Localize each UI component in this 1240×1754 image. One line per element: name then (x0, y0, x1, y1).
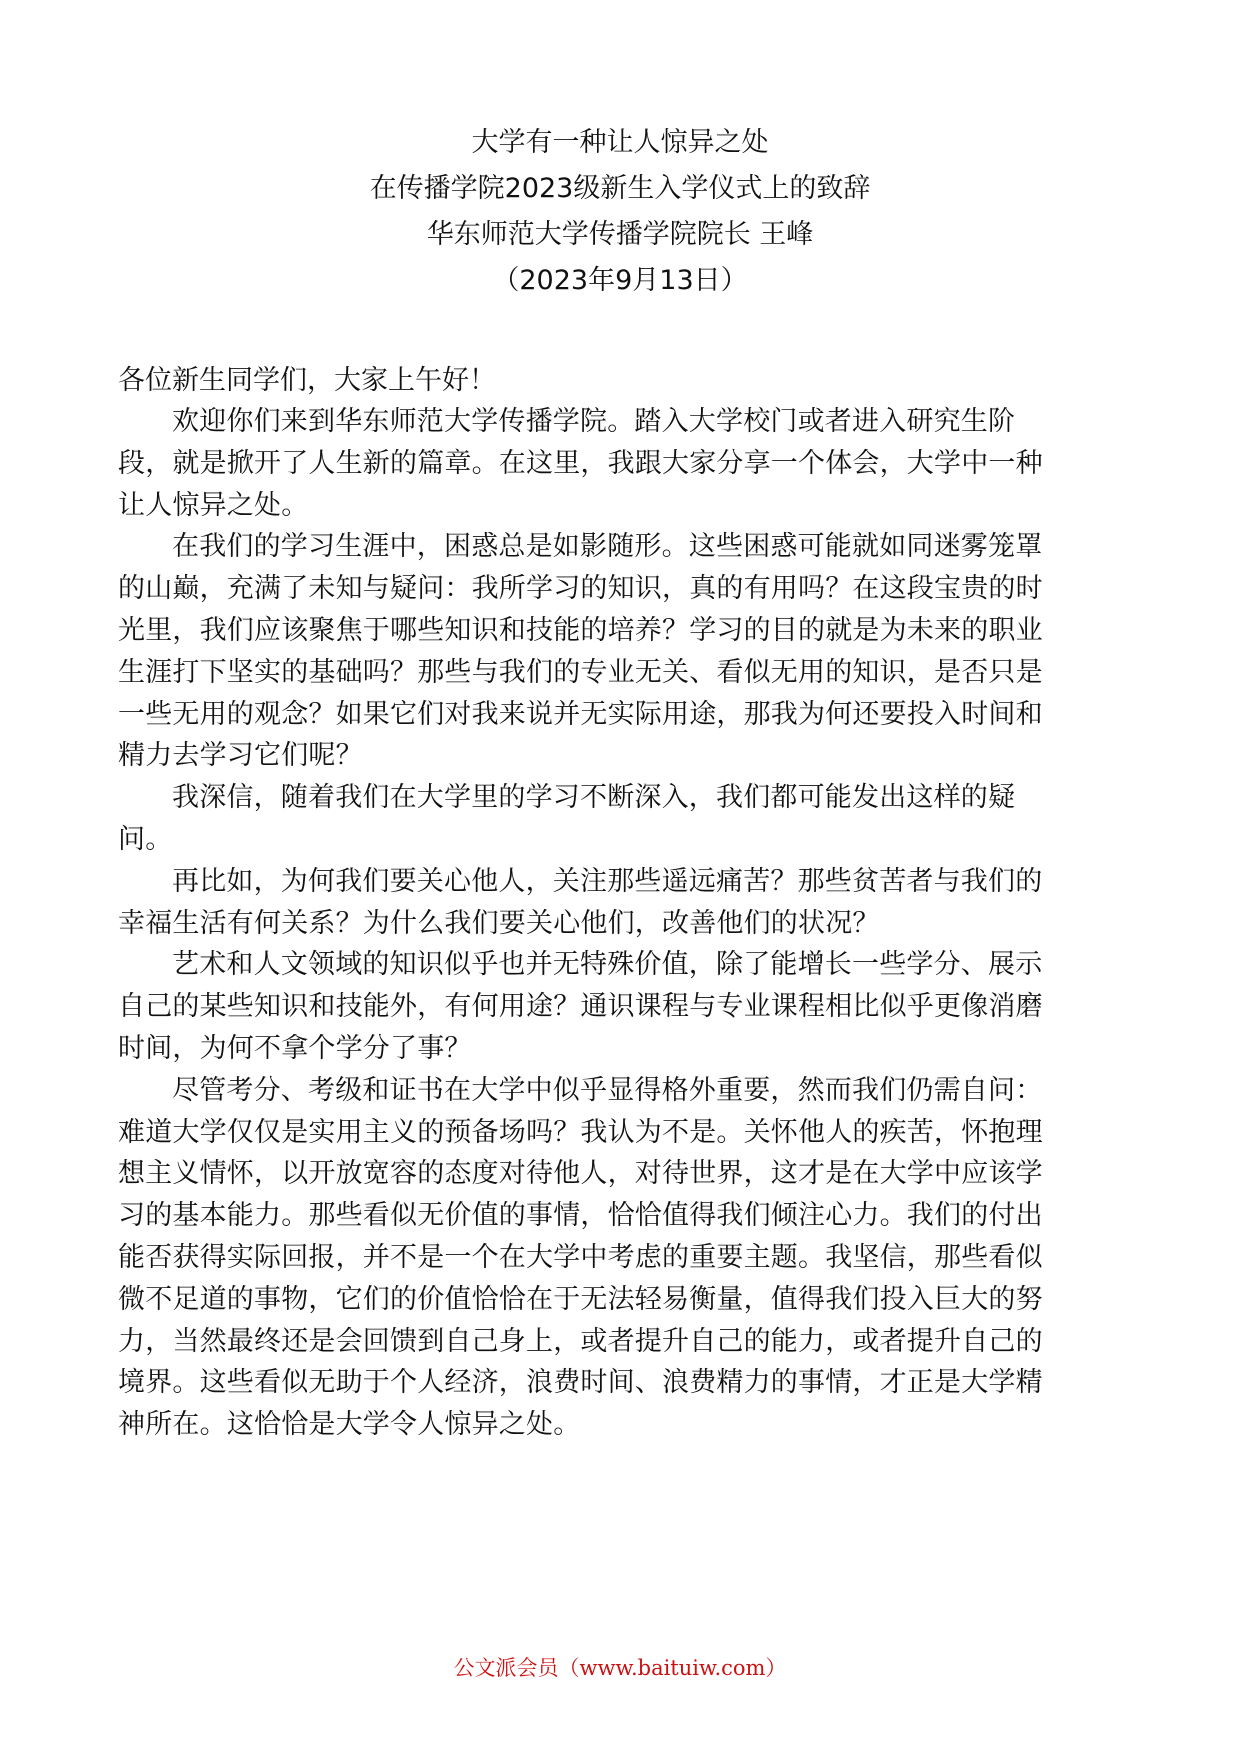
document-author: 华东师范大学传播学院院长 王峰 (426, 219, 814, 250)
paragraph-line: 时间，为何不拿个学分了事？ (118, 1032, 472, 1064)
document-title: 大学有一种让人惊异之处 (471, 127, 769, 158)
paragraph-humanities (118, 944, 1123, 1069)
paragraph-line: 我深信，随着我们在大学里的学习不断深入，我们都可能发出这样的疑 (172, 782, 1016, 814)
paragraph-line: 生涯打下坚实的基础吗？那些与我们的专业无关、看似无用的知识，是否只是 (118, 656, 1043, 688)
paragraph-line: 光里，我们应该聚焦于哪些知识和技能的培养？学习的目的就是为未来的职业 (118, 614, 1043, 646)
document-header (0, 120, 1240, 304)
document-date: （2023年9月13日） (492, 265, 748, 296)
paragraph-university-spirit (118, 1070, 1123, 1446)
paragraph-line: 在我们的学习生涯中，困惑总是如影随形。这些困惑可能就如同迷雾笼罩 (172, 531, 1043, 563)
paragraph-line: 的山巅，充满了未知与疑问：我所学习的知识，真的有用吗？在这段宝贵的时 (118, 573, 1043, 605)
footer-watermark[interactable]: 公文派会员（www.baituiw.com） (453, 1656, 787, 1680)
paragraph-line: 精力去学习它们呢？ (118, 740, 363, 772)
paragraph-line: 段，就是掀开了人生新的篇章。在这里，我跟大家分享一个体会，大学中一种 (118, 447, 1043, 479)
paragraph-line: 微不足道的事物，它们的价值恰恰在于无法轻易衡量，值得我们投入巨大的努 (118, 1283, 1043, 1315)
paragraph-welcome (118, 401, 1123, 526)
document-subtitle: 在传播学院2023级新生入学仪式上的致辞 (369, 173, 871, 204)
paragraph-belief (118, 777, 1123, 861)
paragraph-line: 一些无用的观念？如果它们对我来说并无实际用途，那我为何还要投入时间和 (118, 698, 1043, 730)
paragraph-line: 力，当然最终还是会回馈到自己身上，或者提升自己的能力，或者提升自己的 (118, 1325, 1043, 1357)
paragraph-line: 习的基本能力。那些看似无价值的事情，恰恰值得我们倾注心力。我们的付出 (118, 1200, 1043, 1232)
paragraph-line: 问。 (118, 823, 173, 855)
paragraph-line: 再比如，为何我们要关心他人，关注那些遥远痛苦？那些贫苦者与我们的 (172, 865, 1043, 897)
paragraph-line: 欢迎你们来到华东师范大学传播学院。踏入大学校门或者进入研究生阶 (172, 406, 1016, 437)
paragraph-confusion (118, 526, 1123, 777)
paragraph-line: 境界。这些看似无助于个人经济，浪费时间、浪费精力的事情，才正是大学精 (118, 1367, 1043, 1399)
paragraph-line: 难道大学仅仅是实用主义的预备场吗？我认为不是。关怀他人的疾苦，怀抱理 (118, 1116, 1043, 1148)
paragraph-line: 自己的某些知识和技能外，有何用途？通识课程与专业课程相比似乎更像消磨 (118, 991, 1043, 1023)
paragraph-line: 想主义情怀，以开放宽容的态度对待他人，对待世界，这才是在大学中应该学 (118, 1158, 1043, 1190)
document-body (118, 360, 1123, 1446)
paragraph-line: 尽管考分、考级和证书在大学中似乎显得格外重要，然而我们仍需自问： (172, 1074, 1043, 1106)
paragraph-line: 幸福生活有何关系？为什么我们要关心他们，改善他们的状况？ (118, 907, 880, 939)
greeting-line: 各位新生同学们，大家上午好！ (118, 365, 496, 396)
paragraph-line: 艺术和人文领域的知识似乎也并无特殊价值，除了能增长一些学分、展示 (172, 949, 1043, 981)
paragraph-line: 让人惊异之处。 (118, 489, 309, 521)
paragraph-line: 能否获得实际回报，并不是一个在大学中考虑的重要主题。我坚信，那些看似 (118, 1241, 1043, 1273)
paragraph-line: 神所在。这恰恰是大学令人惊异之处。 (118, 1409, 581, 1441)
paragraph-care-others (118, 861, 1123, 945)
